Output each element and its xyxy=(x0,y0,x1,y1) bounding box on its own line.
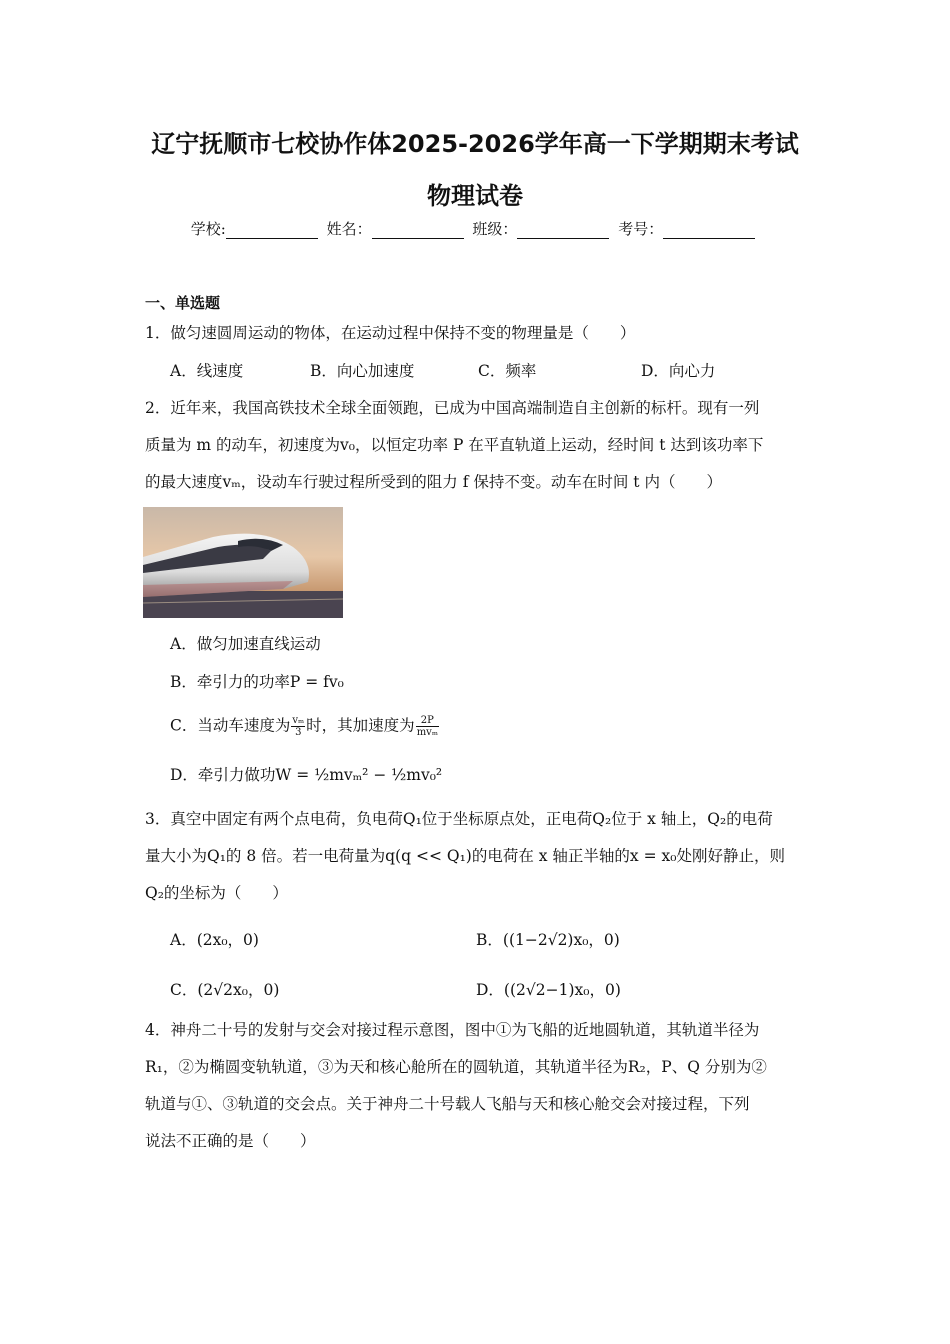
section-heading: 一、单选题 xyxy=(145,294,221,312)
q3-option-b[interactable]: B．((1−2√2)x₀，0) xyxy=(476,931,620,949)
exam-subtitle: 物理试卷 xyxy=(427,182,523,210)
q3-option-a[interactable]: A．(2x₀，0) xyxy=(170,931,259,949)
name-blank[interactable] xyxy=(372,224,464,239)
q2-option-b[interactable]: B．牵引力的功率P = fv₀ xyxy=(170,673,344,691)
student-info-fields xyxy=(0,218,950,239)
class-blank[interactable] xyxy=(517,224,609,239)
name-label: 姓名： xyxy=(326,220,372,238)
q4-stem-line2: R₁，②为椭圆变轨轨道，③为天和核心舱所在的圆轨道，其轨道半径为R₂，P、Q 分别为② xyxy=(145,1058,767,1076)
q2-stem-line2: 质量为 m 的动车，初速度为v₀，以恒定功率 P 在平直轨道上运动，经时间 t 达到该功率下 xyxy=(145,436,764,454)
q3-stem-line3: Q₂的坐标为（ ） xyxy=(145,884,288,902)
q2-stem-line3: 的最大速度vₘ，设动车行驶过程所受到的阻力 f 保持不变。动车在时间 t 内（ ） xyxy=(145,473,722,491)
q2-option-c-prefix: C．当动车速度为 xyxy=(170,716,291,735)
q3-option-c[interactable]: C．(2√2x₀，0) xyxy=(170,981,280,999)
q2-option-a[interactable]: A．做匀加速直线运动 xyxy=(170,635,321,653)
q4-stem-line1: 4．神舟二十号的发射与交会对接过程示意图，图中①为飞船的近地圆轨道，其轨道半径为 xyxy=(145,1021,760,1039)
school-label: 学校: xyxy=(190,220,226,238)
exam-number-blank[interactable] xyxy=(663,224,755,239)
q1-option-a[interactable]: A．线速度 xyxy=(170,362,244,380)
school-blank[interactable] xyxy=(226,224,318,239)
exam-title: 辽宁抚顺市七校协作体2025-2026学年高一下学期期末考试 xyxy=(151,130,799,158)
q3-stem-line2: 量大小为Q₁的 8 倍。若一电荷量为q(q << Q₁)的电荷在 x 轴正半轴的x = x₀处刚好静止，则 xyxy=(145,847,785,865)
q2-stem-line1: 2．近年来，我国高铁技术全球全面领跑，已成为中国高端制造自主创新的标杆。现有一列 xyxy=(145,399,760,417)
q1-option-d[interactable]: D．向心力 xyxy=(641,362,716,380)
fraction-2p-over-mvm xyxy=(416,715,439,738)
q2-option-d[interactable]: D．牵引力做功W = ½mvₘ² − ½mv₀² xyxy=(170,766,443,784)
q1-option-c[interactable]: C．频率 xyxy=(478,362,537,380)
fraction-denominator: mvₘ xyxy=(416,727,438,738)
exam-number-label: 考号： xyxy=(618,220,664,238)
q1-option-b[interactable]: B．向心加速度 xyxy=(310,362,415,380)
fraction-vm-over-3 xyxy=(291,715,305,738)
fraction-numerator: vₘ xyxy=(292,715,305,726)
q1-stem: 1．做匀速圆周运动的物体，在运动过程中保持不变的物理量是（ ） xyxy=(145,324,636,342)
q4-stem-line3: 轨道与①、③轨道的交会点。关于神舟二十号载人飞船与天和核心舱交会对接过程，下列 xyxy=(145,1095,750,1113)
fraction-denominator: 3 xyxy=(295,727,302,738)
q4-stem-line4: 说法不正确的是（ ） xyxy=(145,1132,316,1150)
high-speed-train-image xyxy=(143,507,343,618)
q2-option-c[interactable] xyxy=(170,715,440,738)
q3-option-d[interactable]: D．((2√2−1)x₀，0) xyxy=(476,981,621,999)
q3-stem-line1: 3．真空中固定有两个点电荷，负电荷Q₁位于坐标原点处，正电荷Q₂位于 x 轴上，Q₂的电荷 xyxy=(145,810,773,828)
class-label: 班级： xyxy=(472,220,518,238)
fraction-numerator: 2P xyxy=(416,715,439,727)
q2-option-c-middle: 时，其加速度为 xyxy=(306,716,415,735)
